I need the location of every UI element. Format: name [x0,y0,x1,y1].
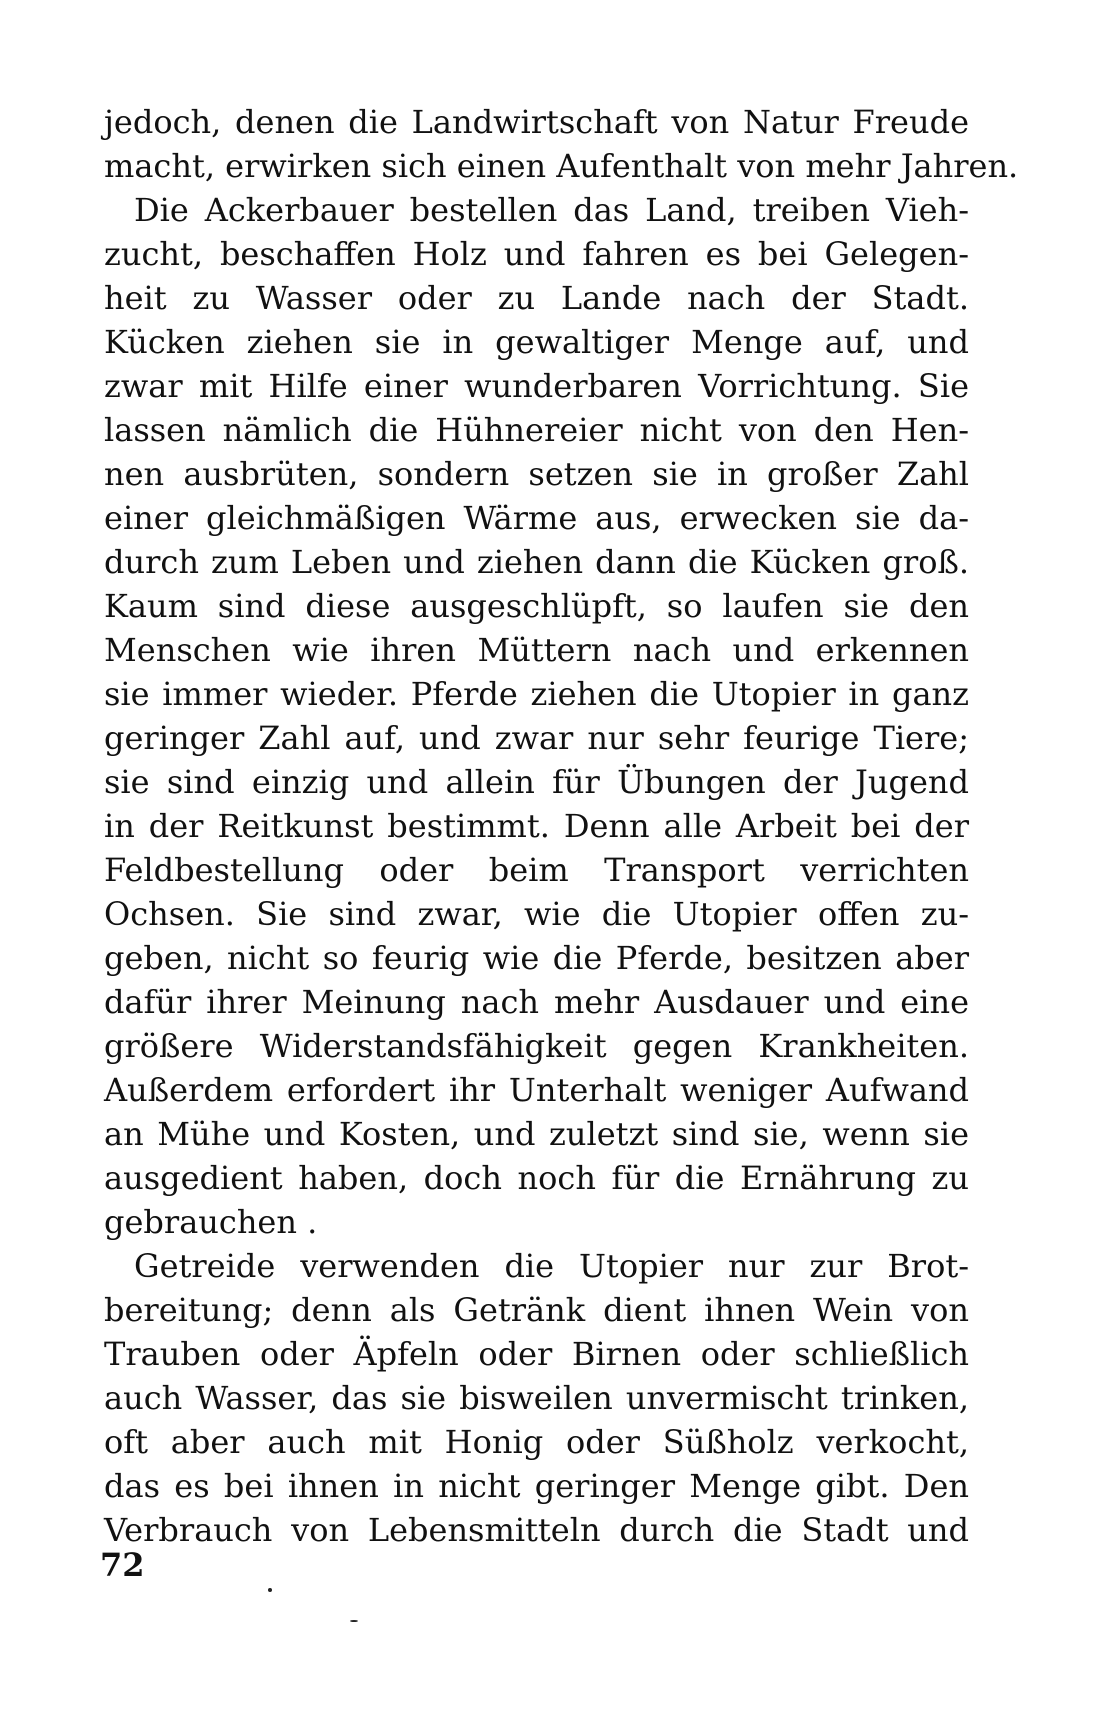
text-line: Ochsen. Sie sind zwar, wie die Utopier offen zu- [104,895,969,933]
text-line: das es bei ihnen in nicht geringer Menge gibt. Den [104,1467,969,1505]
text-line: zwar mit Hilfe einer wunderbaren Vorrichtung. Sie [104,367,969,405]
text-line: Kücken ziehen sie in gewaltiger Menge auf, und [104,323,969,361]
text-line: gebrauchen . [104,1203,318,1241]
print-speck [350,1620,358,1622]
print-speck [268,1588,272,1592]
text-line: Trauben oder Äpfeln oder Birnen oder schließlich [104,1335,969,1373]
body-text [104,100,1019,1552]
text-line: Kaum sind diese ausgeschlüpft, so laufen sie den [104,587,969,625]
text-line: jedoch, denen die Landwirtschaft von Natur Freude [104,103,969,141]
text-line: lassen nämlich die Hühnereier nicht von den Hen- [104,411,969,449]
text-line: einer gleichmäßigen Wärme aus, erwecken sie da- [104,499,969,537]
text-line: auch Wasser, das sie bisweilen unvermischt trinken, [104,1379,969,1417]
text-line: Getreide verwenden die Utopier nur zur Brot- [134,1247,969,1285]
text-line: in der Reitkunst bestimmt. Denn alle Arbeit bei der [104,807,969,845]
text-line: an Mühe und Kosten, und zuletzt sind sie, wenn sie [104,1115,969,1153]
text-line: zucht, beschaffen Holz und fahren es bei Gelegen- [104,235,969,273]
text-line: nen ausbrüten, sondern setzen sie in großer Zahl [104,455,969,493]
text-line: geben, nicht so feurig wie die Pferde, besitzen aber [104,939,969,977]
text-line: macht, erwirken sich einen Aufenthalt von mehr Jahren. [104,147,1019,185]
text-line: sie immer wieder. Pferde ziehen die Utopier in ganz [104,675,969,713]
text-line: Verbrauch von Lebensmitteln durch die Stadt und [104,1511,969,1549]
page-number: 72 [100,1546,145,1584]
text-line: Feldbestellung oder beim Transport verrichten [104,851,969,889]
text-line: durch zum Leben und ziehen dann die Kücken groß. [104,543,969,581]
text-line: größere Widerstandsfähigkeit gegen Krankheiten. [104,1027,969,1065]
text-line: heit zu Wasser oder zu Lande nach der Stadt. [104,279,969,317]
text-line: Außerdem erfordert ihr Unterhalt weniger Aufwand [104,1071,969,1109]
text-line: Die Ackerbauer bestellen das Land, treiben Vieh- [134,191,969,229]
text-line: bereitung; denn als Getränk dient ihnen Wein von [104,1291,969,1329]
text-line: oft aber auch mit Honig oder Süßholz verkocht, [104,1423,969,1461]
text-line: dafür ihrer Meinung nach mehr Ausdauer und eine [104,983,969,1021]
text-line: Menschen wie ihren Müttern nach und erkennen [104,631,969,669]
text-line: ausgedient haben, doch noch für die Ernährung zu [104,1159,969,1197]
text-line: sie sind einzig und allein für Übungen der Jugend [104,763,969,801]
text-line: geringer Zahl auf, und zwar nur sehr feurige Tiere; [104,719,969,757]
